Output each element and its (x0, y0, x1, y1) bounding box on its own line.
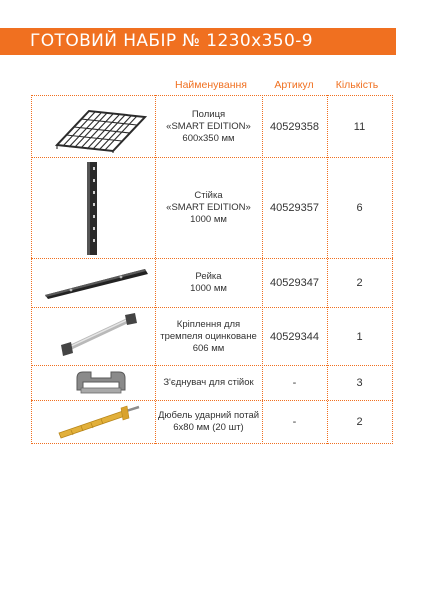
wire-shelf-icon (49, 103, 149, 153)
rail-icon (41, 265, 151, 301)
row-name: З'єднувач для стійок (163, 377, 254, 388)
row-sku: 40529358 (270, 121, 319, 133)
row-name: Полиця «SMART EDITION» 600x350 мм (166, 109, 251, 144)
row-name: Кріплення для тремпеля оцинковане 606 мм (160, 318, 257, 354)
column-divider (392, 95, 393, 444)
header-name: Найменування (175, 79, 247, 91)
column-divider (31, 95, 32, 444)
row-qty: 2 (356, 277, 363, 289)
page-title: ГОТОВИЙ НАБІР № 1230x350-9 (30, 31, 313, 51)
title-bar (0, 28, 396, 55)
row-qty: 1 (356, 330, 363, 343)
row-sku: - (292, 377, 297, 389)
row-sku: - (292, 416, 297, 428)
row-qty: 2 (356, 416, 363, 428)
row-name: Дюбель ударний потай 6x80 мм (20 шт) (157, 410, 260, 433)
row-divider (31, 95, 393, 96)
header-sku: Артикул (274, 79, 314, 91)
upright-post-icon (79, 161, 107, 256)
connector-icon (71, 368, 131, 398)
row-divider (31, 443, 393, 444)
row-sku: 40529344 (270, 330, 319, 343)
row-name: Стійка «SMART EDITION» 1000 мм (166, 190, 251, 225)
row-name: Рейка 1000 мм (190, 271, 227, 294)
row-qty: 3 (356, 377, 363, 389)
row-sku: 40529347 (270, 277, 319, 289)
hanger-rod-icon (59, 311, 139, 359)
header-qty: Кількість (335, 79, 379, 91)
dowel-icon (53, 403, 143, 441)
row-qty: 11 (353, 121, 366, 133)
row-qty: 6 (356, 202, 363, 214)
row-sku: 40529357 (270, 202, 319, 214)
parts-table (31, 95, 393, 444)
